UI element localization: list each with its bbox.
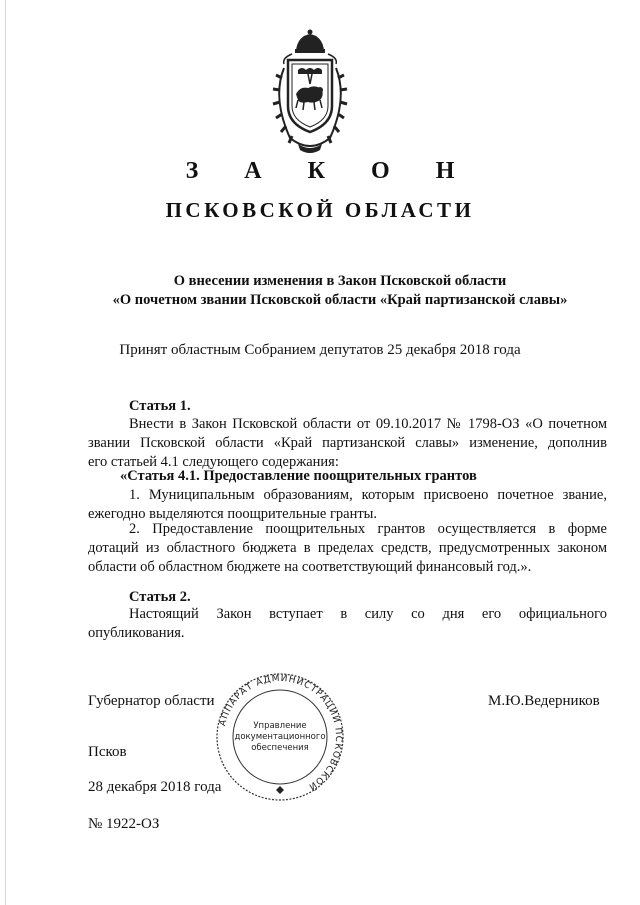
article-1-heading: Статья 1. <box>129 398 191 414</box>
signatory-position: Губернатор области <box>88 693 215 709</box>
law-number: № 1922-ОЗ <box>88 816 160 832</box>
subject-line-1: О внесении изменения в Закон Псковской области <box>173 273 507 289</box>
adoption-note: Принят областным Собранием депутатов 25 декабря 2018 года <box>119 342 521 358</box>
article-1-line: его статьей 4.1 следующего содержания: <box>88 454 339 470</box>
article-1-line: Внести в Закон Псковской области от 09.10.2017 № 1798-ОЗ «О почетном <box>129 416 607 432</box>
issuer-title: ПСКОВСКОЙ ОБЛАСТИ <box>165 198 475 222</box>
article-4-1-heading: «Статья 4.1. Предоставление поощрительных грантов <box>120 468 477 484</box>
document-type-title: З А К О Н <box>185 158 475 184</box>
coat-of-arms-emblem <box>262 28 358 156</box>
scan-edge <box>5 0 6 905</box>
stamp-star-icon <box>276 786 284 794</box>
article-2-line: опубликования. <box>88 625 185 641</box>
official-stamp <box>212 672 348 802</box>
subject-line-2: «О почетном звании Псковской области «Край партизанской славы» <box>112 292 568 308</box>
article-2-line: Настоящий Закон вступает в силу со дня его официального <box>129 606 607 622</box>
signing-city: Псков <box>88 744 127 760</box>
item-2-line: 2. Предоставление поощрительных грантов осуществляется в форме <box>129 521 607 537</box>
stamp-text-line-1: Управление <box>253 721 307 731</box>
item-1-line: 1. Муниципальным образованиям, которым присвоено почетное звание, <box>129 487 607 503</box>
item-2-line: дотаций из областного бюджета в пределах средств, предусмотренных законом <box>88 540 607 556</box>
article-1-line: звании Псковской области «Край партизанской славы» изменение, дополнив <box>88 435 607 451</box>
stamp-text-line-3: обеспечения <box>251 743 309 753</box>
article-2-heading: Статья 2. <box>129 589 191 605</box>
signing-date: 28 декабря 2018 года <box>88 779 222 795</box>
stamp-ring-text: АППАРАТ АДМИНИСТРАЦИИ ПСКОВСКОЙ <box>218 673 344 792</box>
stamp-text-line-2: документационного <box>234 732 326 742</box>
signatory-name: М.Ю.Ведерников <box>488 693 600 709</box>
item-1-line: ежегодно выделяются поощрительные гранты. <box>88 506 378 522</box>
item-2-line: области об областном бюджете на соответствующий финансовый год.». <box>88 559 532 575</box>
